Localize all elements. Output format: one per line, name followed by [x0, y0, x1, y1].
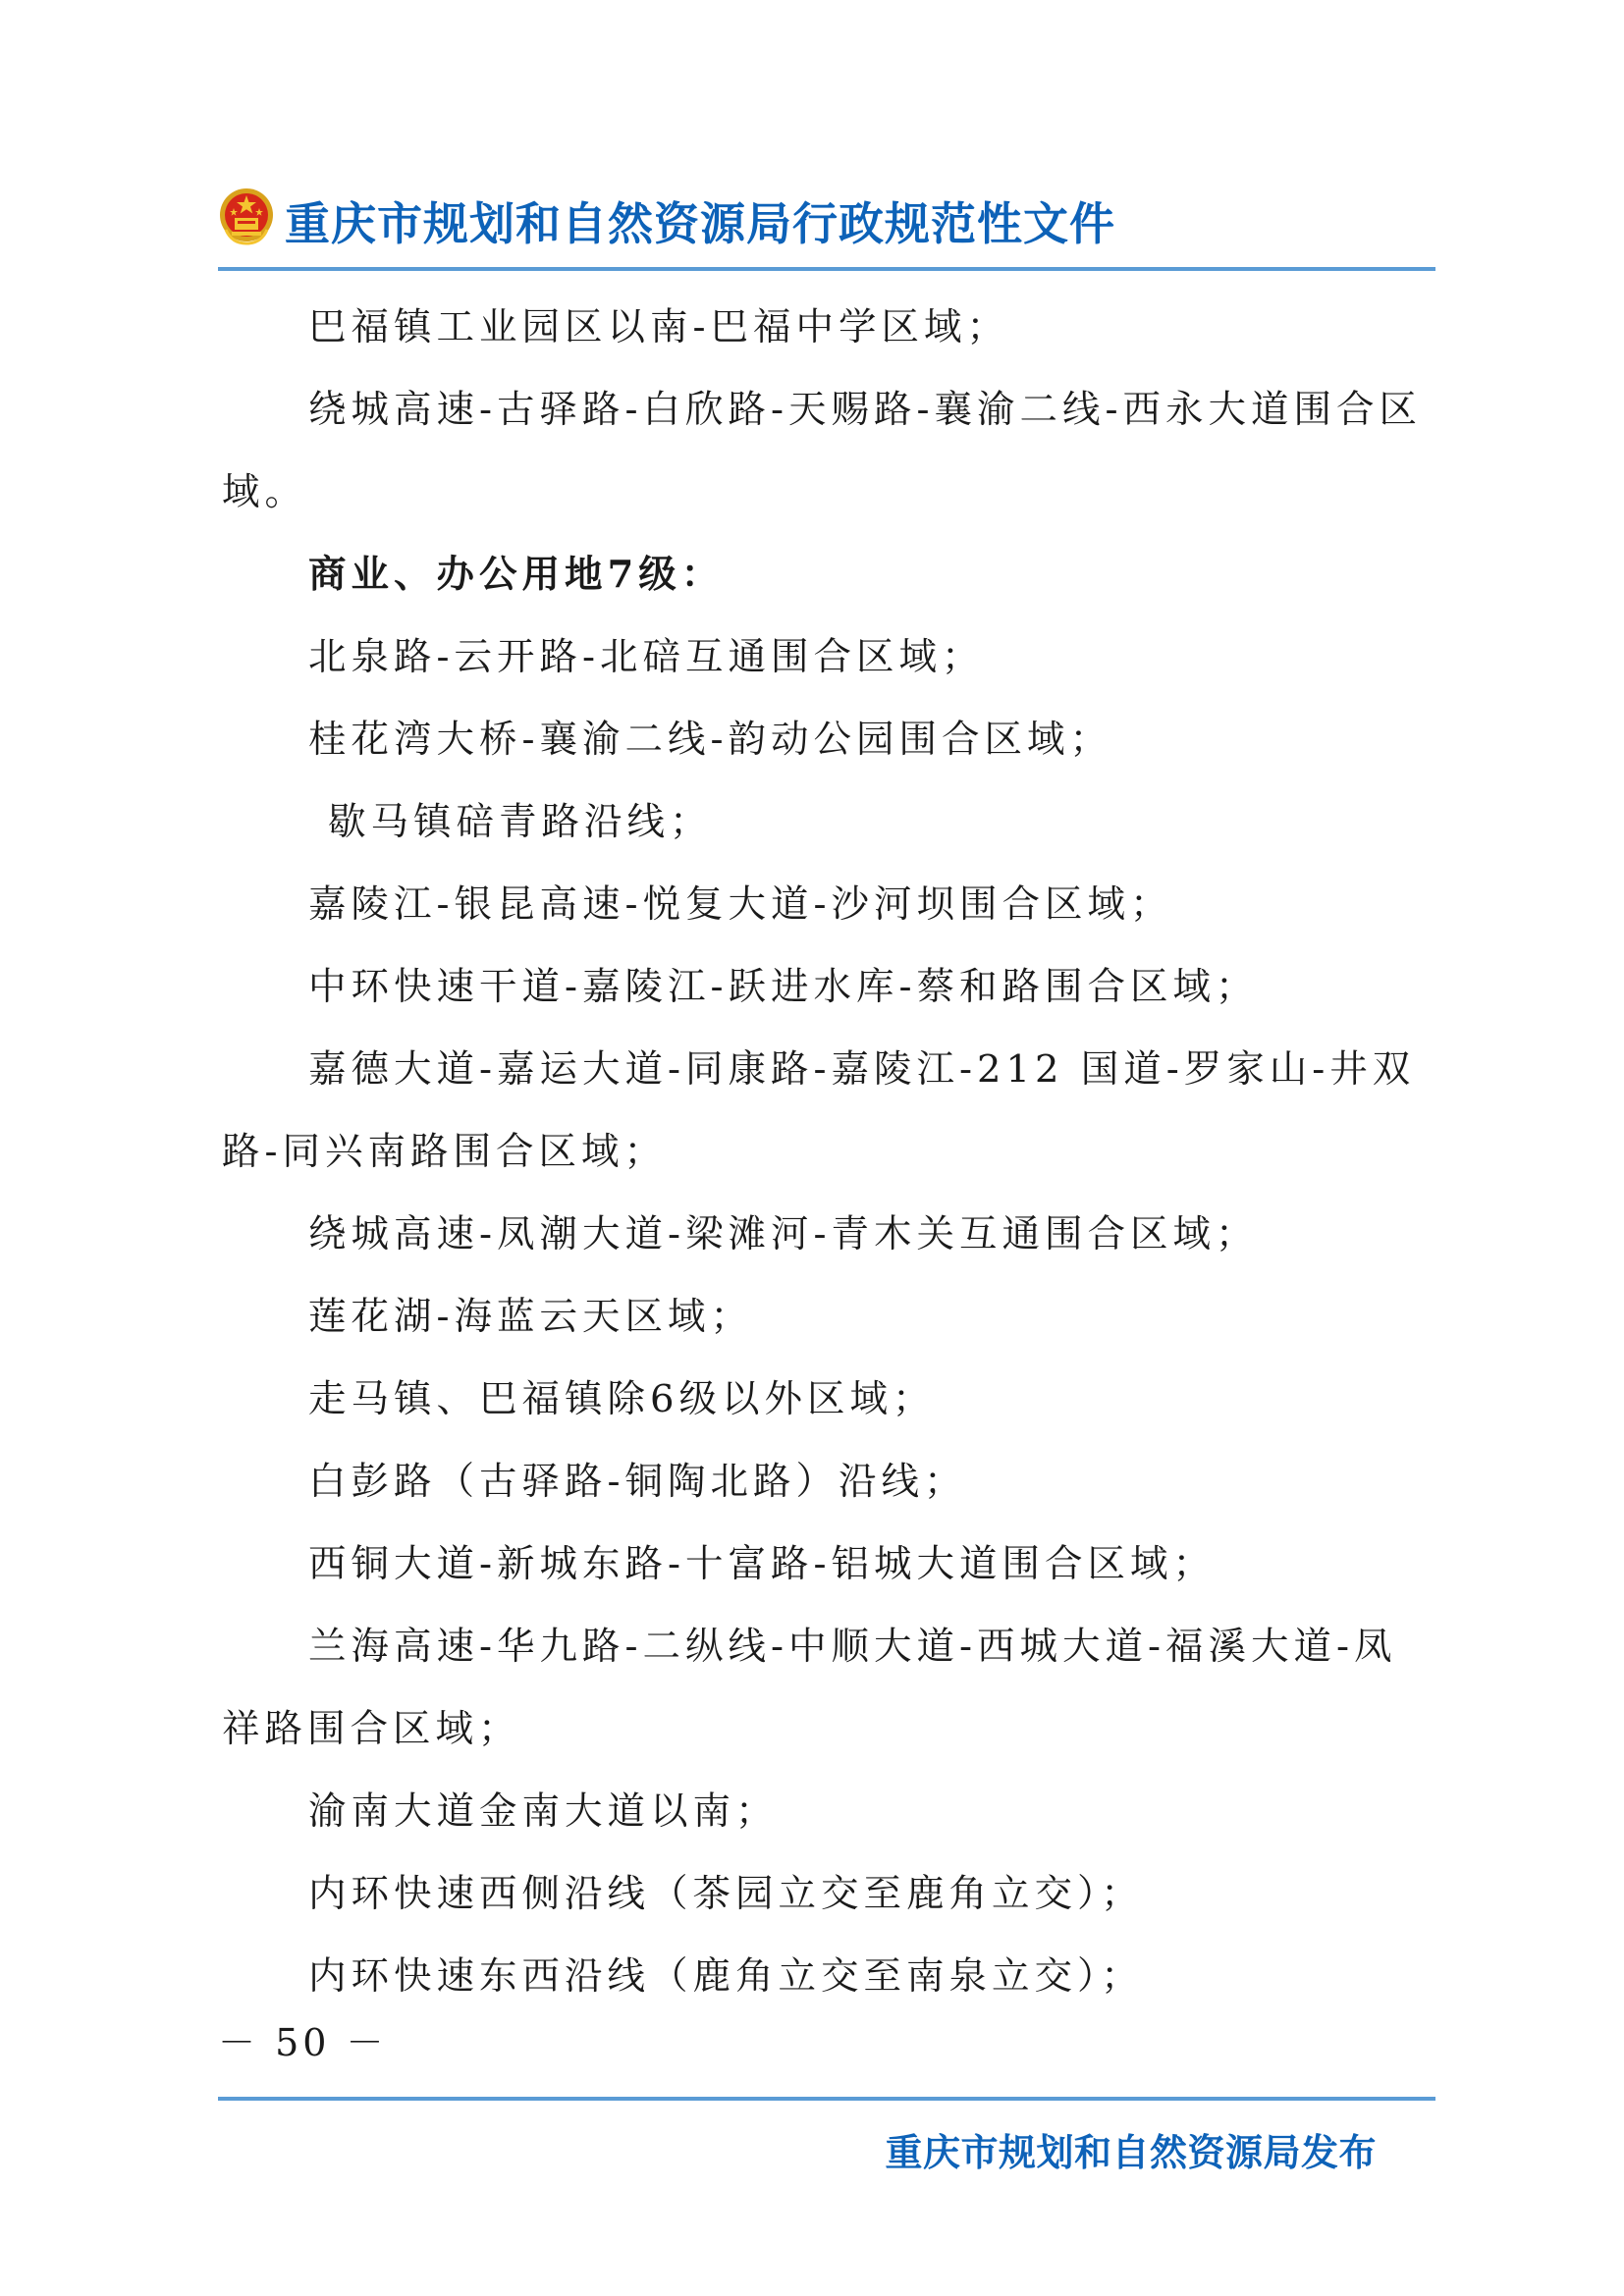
- paragraph: 内环快速西侧沿线（茶园立交至鹿角立交）；: [308, 1872, 1144, 1916]
- document-header: [218, 183, 1435, 251]
- paragraph: 中环快速干道-嘉陵江-跃进水库-蔡和路围合区域；: [308, 965, 1259, 1009]
- paragraph: 走马镇、巴福镇除6级以外区域；: [308, 1377, 936, 1421]
- paragraph: 嘉陵江-银昆高速-悦复大道-沙河坝围合区域；: [308, 882, 1173, 927]
- header-title: 重庆市规划和自然资源局行政规范性文件: [285, 197, 1115, 250]
- paragraph: 渝南大道金南大道以南；: [308, 1789, 779, 1834]
- national-emblem-icon: [218, 187, 275, 245]
- section-heading: 商业、办公用地7级：: [308, 553, 725, 597]
- paragraph: 兰海高速-华九路-二纵线-中顺大道-西城大道-福溪大道-凤祥路围合区域；: [222, 1625, 1397, 1751]
- footer-publisher: 重庆市规划和自然资源局发布: [885, 2131, 1377, 2174]
- paragraph: 嘉德大道-嘉运大道-同康路-嘉陵江-212 国道-罗家山-井双路-同兴南路围合区域；: [222, 1047, 1416, 1174]
- paragraph: 白彭路（古驿路-铜陶北路）沿线；: [308, 1460, 967, 1504]
- paragraph: 歇马镇碚青路沿线；: [328, 800, 713, 844]
- paragraph: 桂花湾大桥-襄渝二线-韵动公园围合区域；: [308, 718, 1113, 762]
- paragraph: 绕城高速-古驿路-白欣路-天赐路-襄渝二线-西永大道围合区域。: [222, 388, 1423, 514]
- paragraph: 西铜大道-新城东路-十富路-铝城大道围合区域；: [308, 1542, 1217, 1586]
- paragraph: 巴福镇工业园区以南-巴福中学区域；: [308, 305, 1010, 349]
- paragraph: 内环快速东西沿线（鹿角立交至南泉立交）；: [308, 1954, 1144, 1999]
- header-divider: [218, 267, 1435, 271]
- paragraph: 北泉路-云开路-北碚互通围合区域；: [308, 635, 985, 679]
- paragraph: 莲花湖-海蓝云天区域；: [308, 1295, 754, 1339]
- document-body: [222, 287, 1435, 2018]
- paragraph: 绕城高速-凤潮大道-梁滩河-青木关互通围合区域；: [308, 1212, 1259, 1256]
- page-number: － 50 －: [218, 2021, 388, 2064]
- footer-divider: [218, 2097, 1435, 2101]
